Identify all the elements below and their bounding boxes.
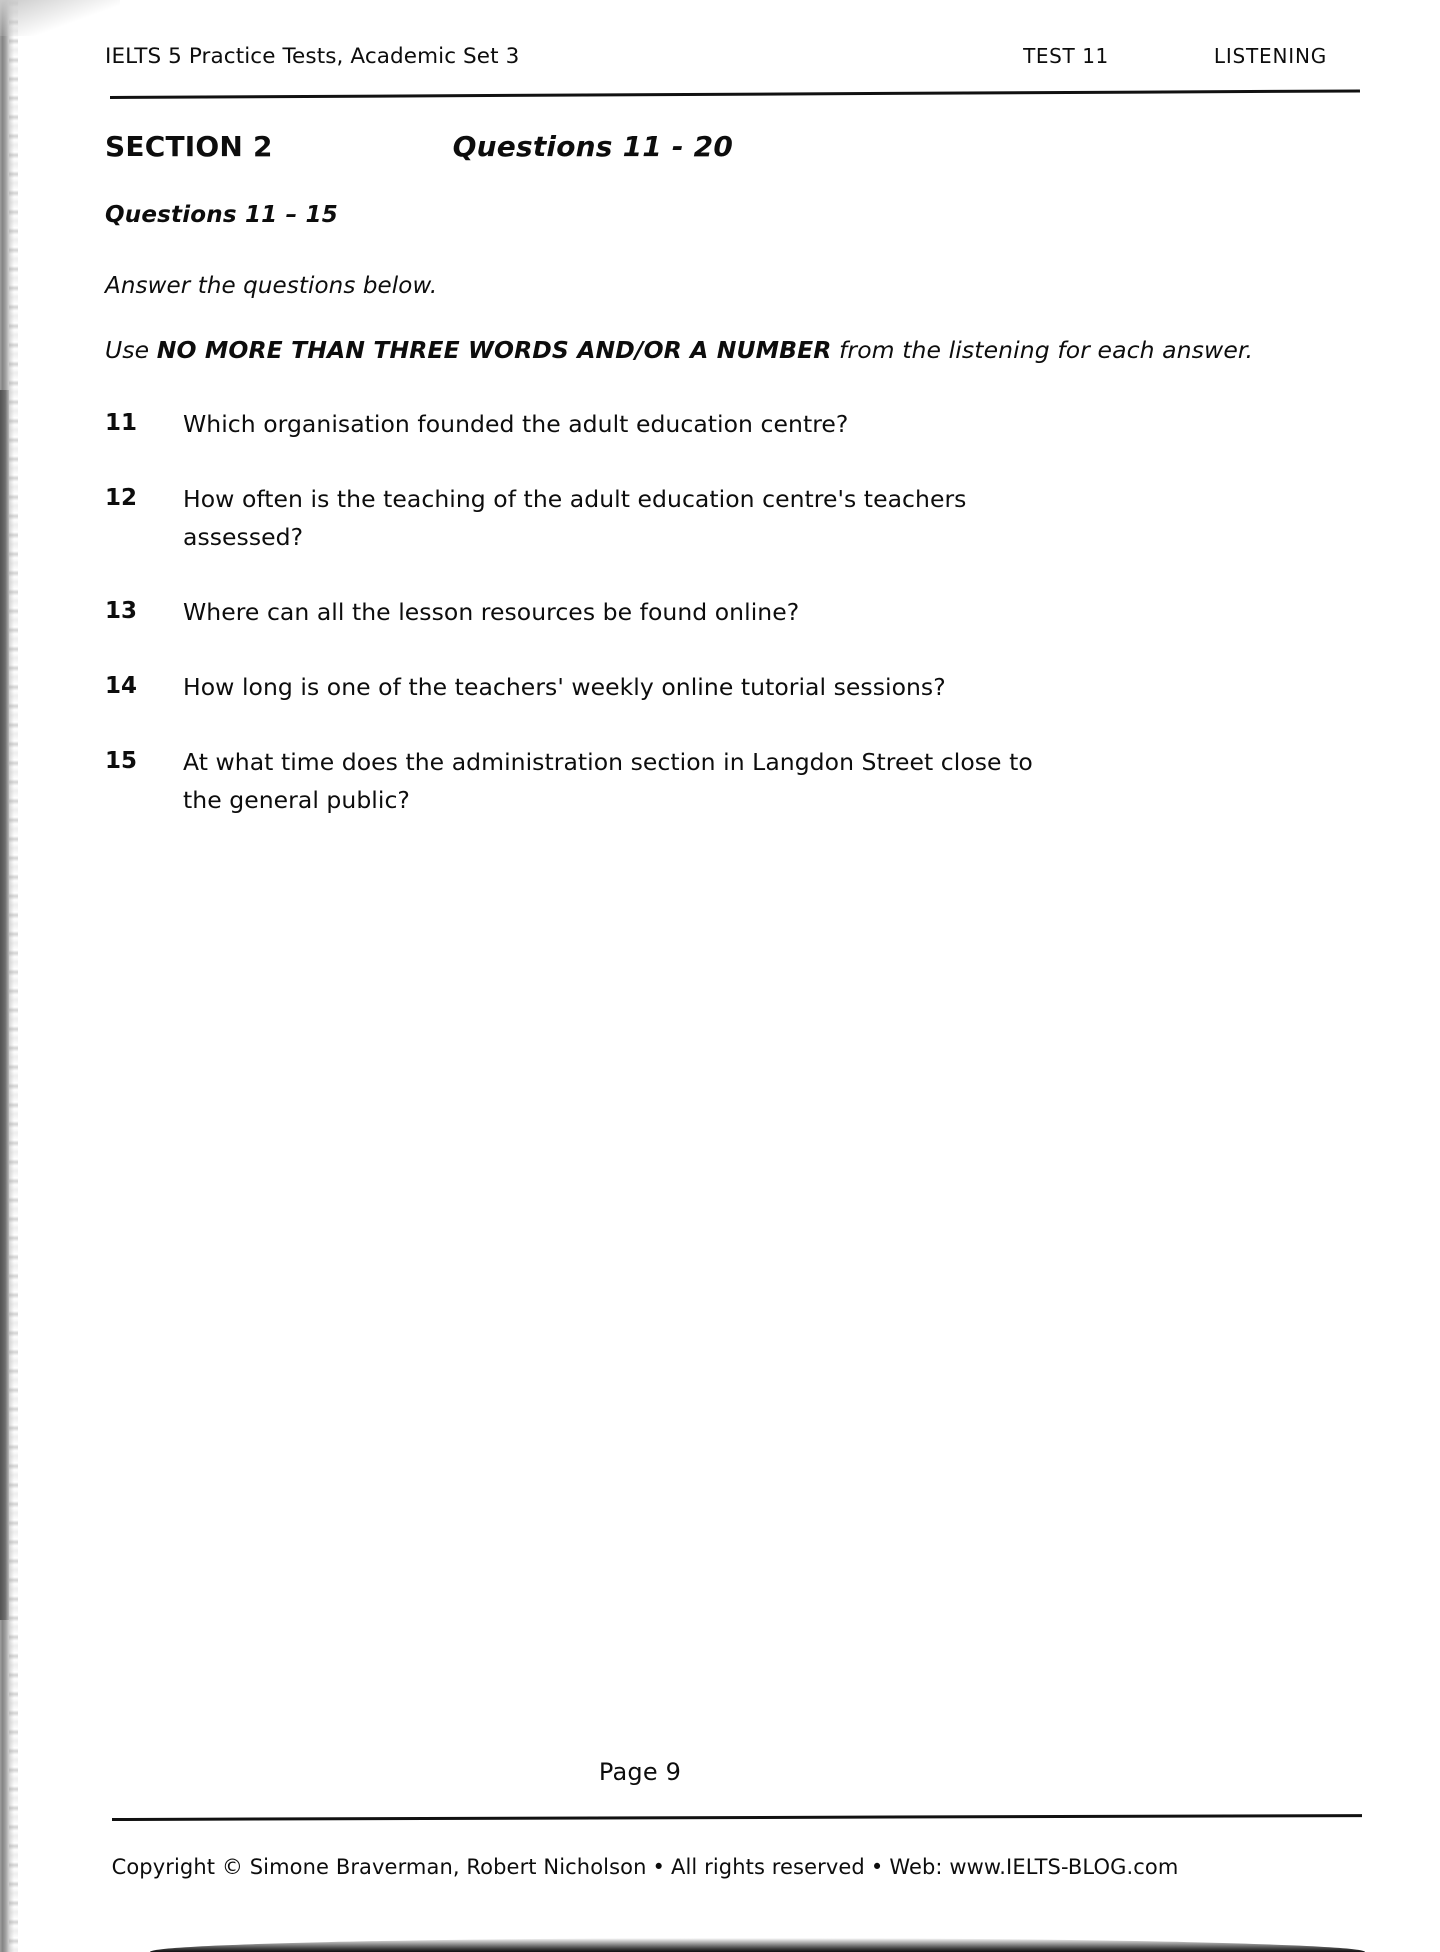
instruction-word-limit bbox=[105, 336, 1335, 364]
page-header bbox=[105, 44, 1335, 69]
question-text: How often is the teaching of the adult education centre's teachers assessed? bbox=[183, 485, 967, 552]
question-number: 12 bbox=[105, 485, 138, 512]
footer-separator: • bbox=[870, 1855, 884, 1879]
page-number: Page 9 bbox=[598, 1758, 682, 1786]
questions-list bbox=[105, 405, 1285, 856]
section-title-row bbox=[105, 130, 1305, 163]
header-divider bbox=[110, 89, 1360, 99]
rights-text: All rights reserved bbox=[671, 1855, 865, 1879]
question-number: 15 bbox=[105, 748, 138, 775]
footer-copyright bbox=[0, 1855, 1290, 1879]
scan-bottom-edge bbox=[150, 1938, 1365, 1952]
skill-label: LISTENING bbox=[1213, 44, 1327, 68]
question-number: 11 bbox=[105, 410, 138, 436]
question-text: Which organisation founded the adult education centre? bbox=[183, 410, 849, 438]
question-item bbox=[105, 480, 1285, 556]
question-text: At what time does the administration section in Langdon Street close to the general public? bbox=[183, 748, 1033, 815]
scan-binding-shadow bbox=[0, 390, 9, 1620]
question-text: Where can all the lesson resources be found online? bbox=[183, 598, 800, 627]
questions-subheading: Questions 11 – 15 bbox=[105, 202, 338, 228]
web-text: Web: www.IELTS-BLOG.com bbox=[889, 1855, 1179, 1879]
footer-separator: • bbox=[652, 1855, 665, 1879]
section-title: SECTION 2 bbox=[105, 130, 273, 163]
instruction-prefix: Use bbox=[105, 336, 157, 364]
instruction-emphasis: NO MORE THAN THREE WORDS AND/OR A NUMBER bbox=[156, 336, 832, 364]
instruction-suffix: from the listening for each answer. bbox=[831, 336, 1254, 364]
question-number: 13 bbox=[105, 598, 138, 625]
scan-corner-artifact bbox=[0, 0, 120, 36]
book-title: IELTS 5 Practice Tests, Academic Set 3 bbox=[105, 44, 520, 69]
questions-range: Questions 11 - 20 bbox=[452, 130, 734, 163]
instruction-answer-below: Answer the questions below. bbox=[105, 273, 438, 299]
question-item bbox=[105, 668, 1285, 706]
question-item bbox=[105, 743, 1285, 819]
question-item bbox=[105, 593, 1285, 631]
question-item bbox=[105, 405, 1285, 443]
question-number: 14 bbox=[105, 673, 138, 700]
copyright-text: Copyright © Simone Braverman, Robert Nicholson bbox=[111, 1855, 647, 1879]
question-text: How long is one of the teachers' weekly online tutorial sessions? bbox=[183, 673, 946, 702]
footer-divider bbox=[112, 1814, 1362, 1821]
test-label: TEST 11 bbox=[1023, 44, 1109, 68]
